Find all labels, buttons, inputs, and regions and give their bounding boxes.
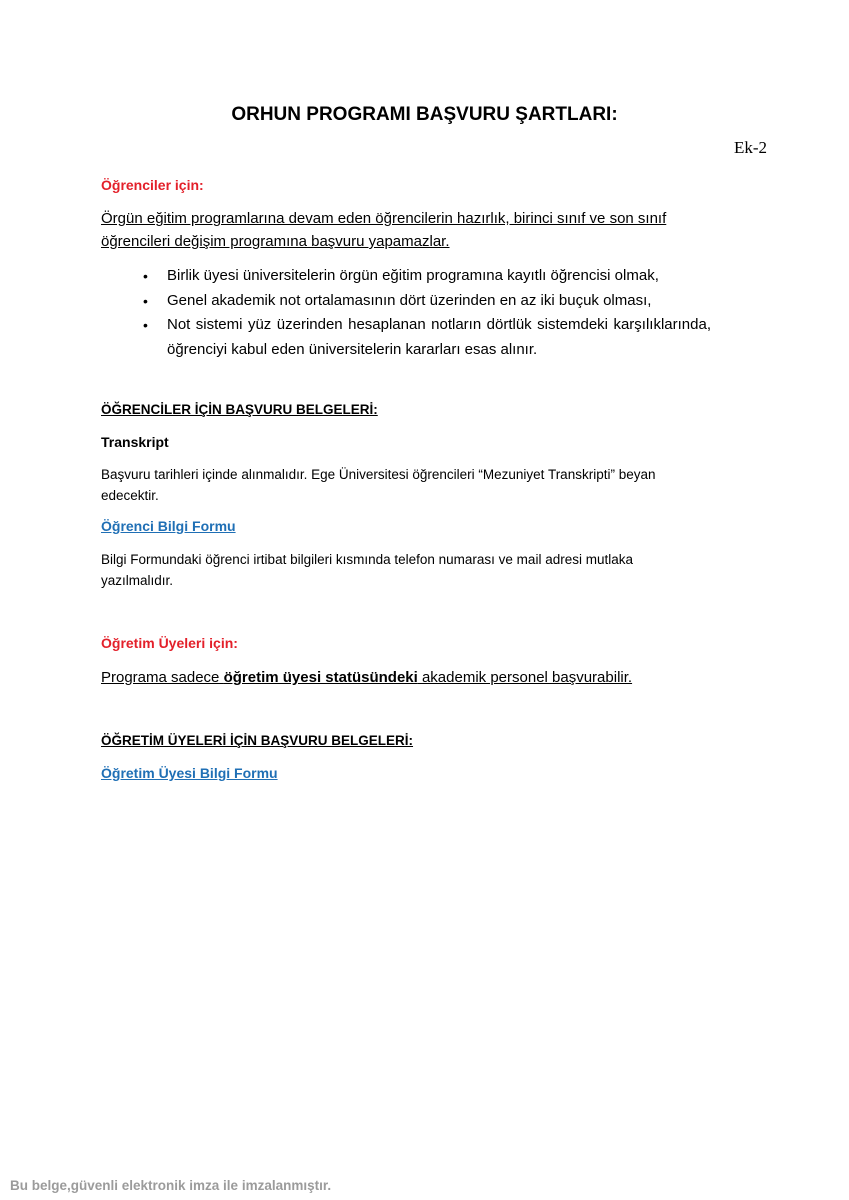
student-form-text [101, 549, 721, 591]
student-form-link-wrap [101, 518, 711, 536]
student-form-text-line-1: Bilgi Formundaki öğrenci irtibat bilgileri kısmında telefon numarası ve mail adresi mutlaka [101, 552, 633, 567]
faculty-documents-heading: ÖĞRETİM ÜYELERİ İÇİN BAŞVURU BELGELERİ: [101, 733, 414, 748]
faculty-text-before: Programa sadece [101, 669, 224, 686]
students-heading: Öğrenciler için: [101, 177, 204, 193]
students-notice [101, 207, 721, 253]
students-notice-line-1: Örgün eğitim programlarına devam eden öğrencilerin hazırlık, birinci sınıf ve son sınıf [101, 210, 667, 227]
list-item [101, 289, 711, 314]
bullet-icon: • [143, 292, 148, 309]
transcript-text [101, 464, 721, 506]
list-item [101, 264, 711, 289]
e-signature-note: Bu belge,güvenli elektronik imza ile imzalanmıştır. [10, 1178, 332, 1193]
faculty-text-after: akademik personel başvurabilir. [417, 669, 633, 686]
transcript-title: Transkript [101, 434, 169, 450]
list-item-text: Not sistemi yüz üzerinden hesaplanan notların dörtlük sistemdeki karşılıklarında, öğrenciyi kabul eden üniversitelerin kararları esas alınır. [167, 316, 711, 358]
faculty-heading: Öğretim Üyeleri için: [101, 635, 238, 651]
list-item [101, 313, 711, 362]
bullet-icon: • [143, 317, 148, 333]
transcript-text-line-2: edecektir. [101, 488, 159, 503]
bullet-icon: • [143, 268, 148, 284]
faculty-form-link-wrap [101, 765, 711, 783]
faculty-info-form-link[interactable]: Öğretim Üyesi Bilgi Formu [101, 765, 278, 781]
list-item-text: Birlik üyesi üniversitelerin örgün eğitim programına kayıtlı öğrencisi olmak, [167, 267, 659, 284]
student-info-form-link[interactable]: Öğrenci Bilgi Formu [101, 518, 236, 534]
faculty-eligibility-text [101, 666, 721, 689]
annex-label: Ek-2 [733, 138, 767, 157]
transcript-text-line-1: Başvuru tarihleri içinde alınmalıdır. Ege Üniversitesi öğrencileri “Mezuniyet Transkripti” beyan [101, 467, 656, 482]
students-notice-line-2: öğrencileri değişim programına başvuru yapamazlar. [101, 233, 450, 250]
eligibility-list [101, 264, 711, 362]
list-item-text: Genel akademik not ortalamasının dört üzerinden en az iki buçuk olması, [167, 291, 652, 309]
student-documents-heading: ÖĞRENCİLER İÇİN BAŞVURU BELGELERİ: [101, 402, 378, 417]
document-title: ORHUN PROGRAMI BAŞVURU ŞARTLARI: [231, 104, 618, 125]
faculty-text-bold: öğretim üyesi statüsündeki [223, 669, 418, 686]
student-form-text-line-2: yazılmalıdır. [101, 573, 174, 588]
